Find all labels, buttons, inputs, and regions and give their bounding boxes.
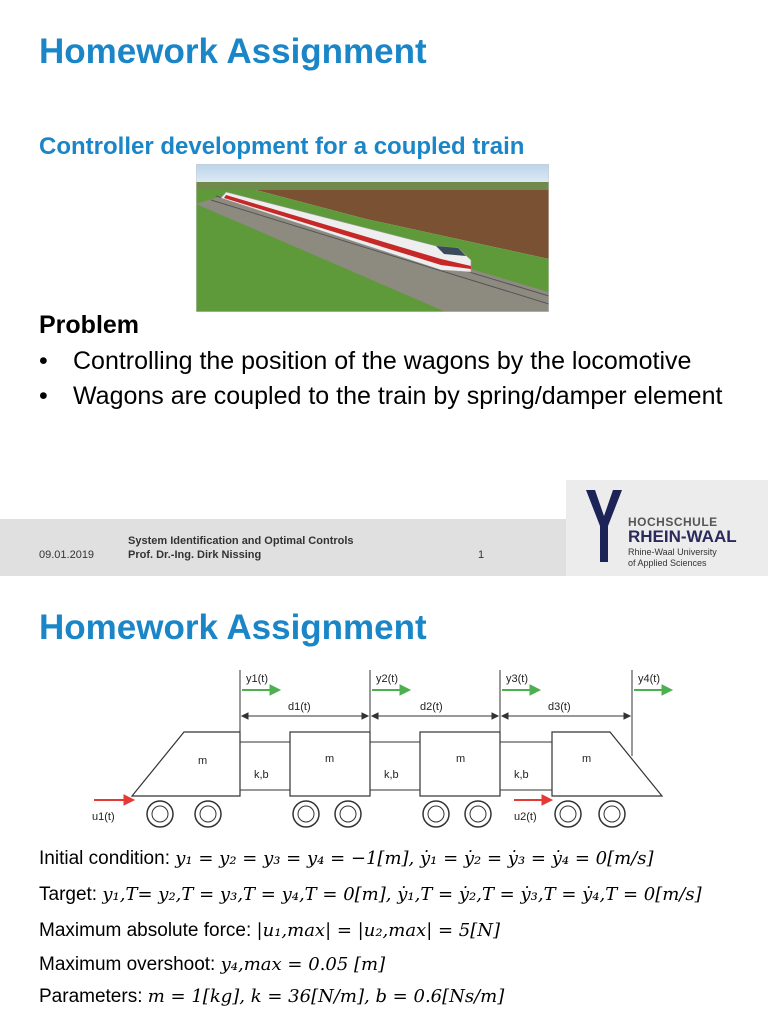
- output-label: y3(t): [506, 673, 528, 685]
- coupling-label: k,b: [384, 769, 399, 781]
- footer-date: 09.01.2019: [39, 549, 95, 561]
- arrow-head-icon: [492, 713, 498, 719]
- mass-label: m: [198, 755, 208, 767]
- wheels: [147, 801, 625, 827]
- logo-text-rhein-waal: RHEIN-WAAL: [628, 527, 737, 546]
- wheel-icon: [335, 801, 361, 827]
- logo-text-line: of Applied Sciences: [628, 558, 707, 568]
- wheel-hub-icon: [298, 806, 314, 822]
- bullet-text: Wagons are coupled to the train by spring/damper element: [73, 382, 723, 410]
- equation-math: y₁ = y₂ = y₃ = y₄ = −1[m], ẏ₁ = ẏ₂ = ẏ₃ = ẏ₄ = 0[m/s]: [175, 848, 654, 869]
- mass-label: m: [456, 753, 466, 765]
- input-label: u2(t): [514, 811, 537, 823]
- bullet-item: [39, 381, 739, 411]
- output-arrows: [242, 685, 672, 695]
- slide-2: [0, 588, 768, 1024]
- arrow-head-icon: [242, 713, 248, 719]
- problem-bullet-list: [39, 346, 739, 416]
- output-label: y4(t): [638, 673, 660, 685]
- distance-arrows: [242, 713, 630, 719]
- wheel-hub-icon: [152, 806, 168, 822]
- distance-label: d2(t): [420, 701, 443, 713]
- wheel-icon: [147, 801, 173, 827]
- wheel-hub-icon: [200, 806, 216, 822]
- equation-math: y₁,T= y₂,T = y₃,T = y₄,T = 0[m], ẏ₁,T = ẏ₂,T = ẏ₃,T = ẏ₄,T = 0[m/s]: [102, 884, 702, 905]
- slide-title: Homework Assignment: [39, 32, 427, 71]
- coupling-label: k,b: [254, 769, 269, 781]
- arrow-head-icon: [400, 685, 410, 695]
- wheel-icon: [423, 801, 449, 827]
- parameters-line: [39, 986, 504, 1008]
- arrow-head-icon: [372, 713, 378, 719]
- coupling-label: k,b: [514, 769, 529, 781]
- equation-math: m = 1[kg], k = 36[N/m], b = 0.6[Ns/m]: [147, 986, 505, 1007]
- arrow-head-icon: [270, 685, 280, 695]
- arrow-head-icon: [362, 713, 368, 719]
- bullet-item: [39, 346, 739, 376]
- equation-math: y₄,max = 0.05 [m]: [220, 954, 386, 975]
- slide-subtitle: Controller development for a coupled train: [39, 133, 525, 160]
- footer-author: Prof. Dr.-Ing. Dirk Nissing: [128, 549, 262, 561]
- logo-text-english: [628, 547, 717, 569]
- locomotive-front-body: [132, 732, 240, 796]
- max-force-line: [39, 920, 500, 942]
- output-label: y1(t): [246, 673, 268, 685]
- bullet-text: Controlling the position of the wagons by the locomotive: [73, 347, 692, 375]
- arrow-head-icon: [624, 713, 630, 719]
- wheel-icon: [293, 801, 319, 827]
- bullet-symbol: •: [39, 347, 48, 375]
- wheel-icon: [195, 801, 221, 827]
- input-label: u1(t): [92, 811, 115, 823]
- slide-title: Homework Assignment: [39, 608, 427, 647]
- equation-label: Maximum overshoot:: [39, 954, 221, 975]
- coupling: [370, 742, 420, 790]
- footer-course: [128, 534, 354, 562]
- mass-label: m: [582, 753, 592, 765]
- problem-heading: Problem: [39, 311, 140, 339]
- wheel-hub-icon: [560, 806, 576, 822]
- mass-label: m: [325, 753, 335, 765]
- footer-course-title: System Identification and Optimal Controls: [128, 535, 354, 547]
- target-line: [39, 884, 702, 906]
- arrow-head-icon: [542, 795, 552, 805]
- max-overshoot-line: [39, 954, 385, 976]
- wheel-icon: [465, 801, 491, 827]
- wheel-icon: [599, 801, 625, 827]
- university-logo-mark-icon: [586, 490, 622, 562]
- wheel-hub-icon: [470, 806, 486, 822]
- arrow-head-icon: [502, 713, 508, 719]
- equation-label: Parameters:: [39, 986, 148, 1007]
- coupling: [240, 742, 290, 790]
- bullet-symbol: •: [39, 382, 48, 410]
- wheel-icon: [555, 801, 581, 827]
- train-photo: [196, 164, 549, 312]
- arrow-head-icon: [530, 685, 540, 695]
- wheel-hub-icon: [340, 806, 356, 822]
- footer-page-number: 1: [478, 549, 485, 561]
- equation-label: Maximum absolute force:: [39, 920, 257, 941]
- equation-math: |u₁,max| = |u₂,max| = 5[N]: [256, 920, 501, 941]
- arrow-head-icon: [662, 685, 672, 695]
- logo-text-hochschule: HOCHSCHULE: [628, 515, 718, 529]
- locomotive-rear-body: [552, 732, 662, 796]
- wheel-hub-icon: [604, 806, 620, 822]
- coupling: [500, 742, 552, 790]
- logo-text-line: Rhine-Waal University: [628, 547, 717, 557]
- distance-label: d3(t): [548, 701, 571, 713]
- train-model-diagram: [80, 668, 680, 828]
- output-label: y2(t): [376, 673, 398, 685]
- equation-label: Initial condition:: [39, 848, 176, 869]
- initial-condition-line: [39, 848, 654, 870]
- equation-label: Target:: [39, 884, 103, 905]
- distance-label: d1(t): [288, 701, 311, 713]
- university-logo: [566, 480, 768, 576]
- wheel-hub-icon: [428, 806, 444, 822]
